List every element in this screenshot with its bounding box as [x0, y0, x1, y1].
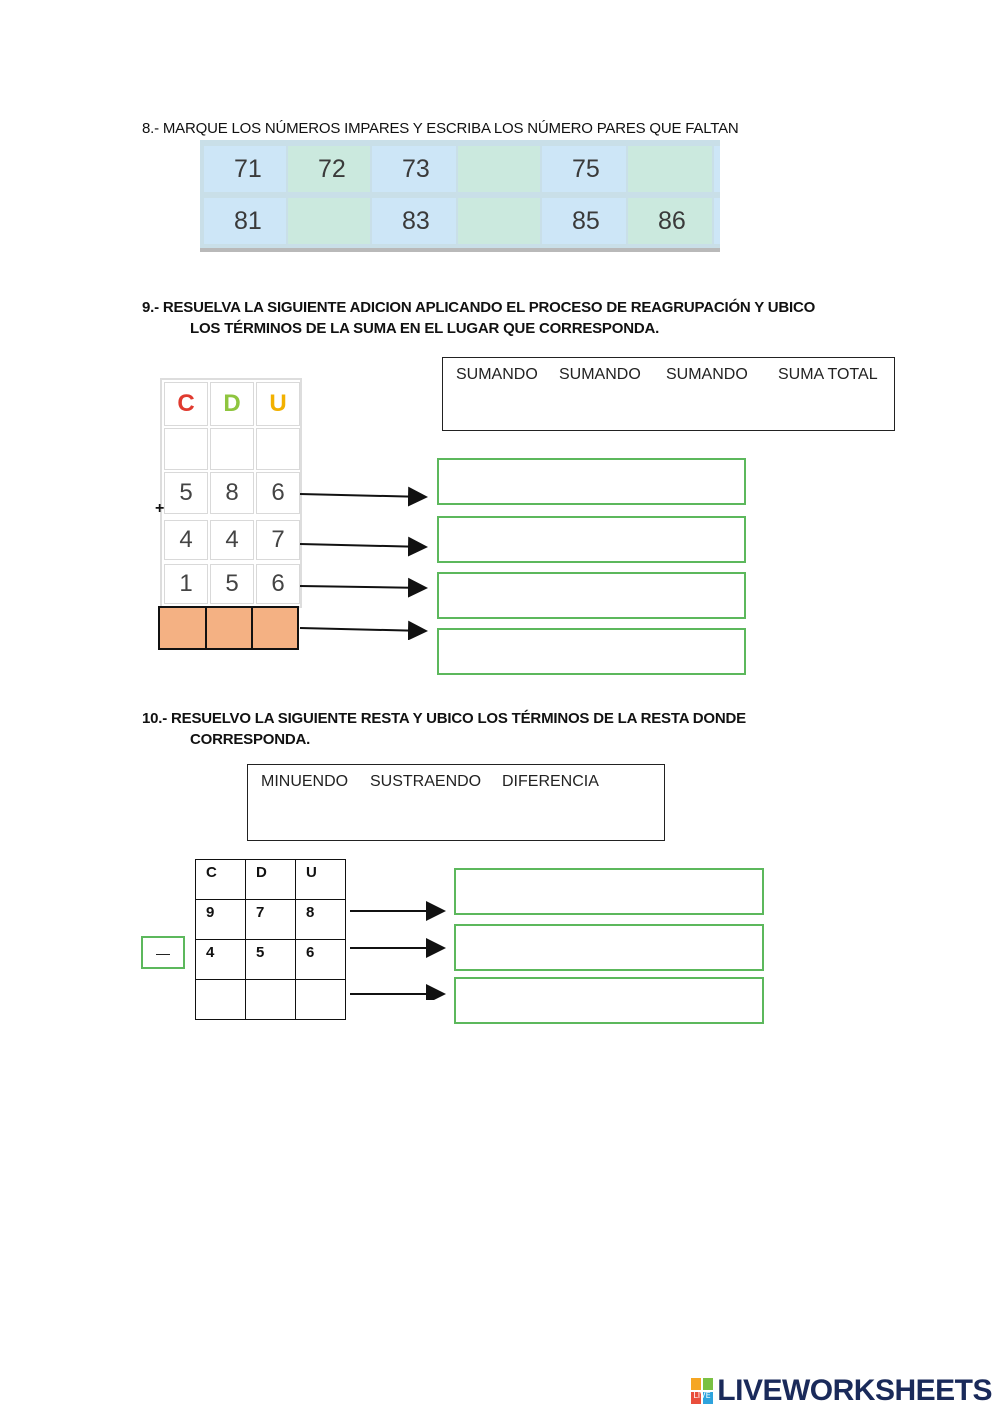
- q10-title-line2: CORRESPONDA.: [190, 731, 311, 748]
- result-cell-u[interactable]: [251, 606, 299, 650]
- q10-arrows: [346, 900, 456, 1000]
- number-cell: 81: [204, 198, 286, 244]
- arrow-1: [300, 494, 426, 497]
- header-u: U: [296, 860, 346, 900]
- label-suma-total[interactable]: SUMA TOTAL: [778, 366, 878, 383]
- difference-cell[interactable]: [196, 980, 246, 1020]
- header-d: [210, 382, 254, 426]
- q10-title-line1: 10.- RESUELVO LA SIGUIENTE RESTA Y UBICO LOS TÉRMINOS DE LA RESTA DONDE: [142, 710, 746, 727]
- label-diferencia[interactable]: DIFERENCIA: [502, 773, 599, 790]
- digit-cell: 8: [210, 472, 254, 514]
- header-c: C: [196, 860, 246, 900]
- minuend-digit: 8: [296, 900, 346, 940]
- number-cell: 85: [542, 198, 626, 244]
- q9-title-line1: 9.- RESUELVA LA SIGUIENTE ADICION APLICANDO EL PROCESO DE REAGRUPACIÓN Y UBICO: [142, 299, 816, 316]
- liveworksheets-logo: [691, 1374, 992, 1408]
- number-cell: 71: [204, 146, 286, 192]
- arrow-4: [300, 628, 426, 631]
- carry-cell[interactable]: [210, 428, 254, 470]
- number-cell: 72: [288, 146, 370, 192]
- q10-labels-box: [247, 764, 665, 841]
- result-cell-c[interactable]: [158, 606, 207, 650]
- answer-box-sumando-1[interactable]: [437, 458, 746, 505]
- number-input-cell[interactable]: [458, 198, 540, 244]
- arrow-2: [300, 544, 426, 547]
- number-cell: 75: [542, 146, 626, 192]
- minuend-digit: 9: [196, 900, 246, 940]
- q8-title: 8.- MARQUE LOS NÚMEROS IMPARES Y ESCRIBA LOS NÚMERO PARES QUE FALTAN: [142, 120, 739, 137]
- minuend-digit: 7: [246, 900, 296, 940]
- minus-sign: —: [156, 944, 170, 961]
- result-cell-d[interactable]: [205, 606, 253, 650]
- digit-cell: 7: [256, 520, 300, 560]
- header-u: [256, 382, 300, 426]
- header-u-text: U: [269, 390, 287, 417]
- header-c: [164, 382, 208, 426]
- digit-cell: 6: [256, 564, 300, 604]
- carry-cell[interactable]: [256, 428, 300, 470]
- difference-cell[interactable]: [246, 980, 296, 1020]
- addition-grid: [160, 378, 302, 608]
- digit-cell: 5: [164, 472, 208, 514]
- number-cell: 73: [372, 146, 456, 192]
- q9-arrows: [296, 480, 436, 640]
- answer-box-sumando-2[interactable]: [437, 516, 746, 563]
- table-edge: [714, 146, 720, 192]
- number-input-cell[interactable]: [628, 146, 712, 192]
- label-sustraendo[interactable]: SUSTRAENDO: [370, 773, 482, 790]
- number-cell: 86: [628, 198, 712, 244]
- logo-text: LIVEWORKSHEETS: [717, 1374, 992, 1407]
- plus-sign: +: [155, 500, 165, 517]
- digit-cell: 1: [164, 564, 208, 604]
- logo-badge-icon: [691, 1378, 713, 1404]
- subtrahend-digit: 6: [296, 940, 346, 980]
- minus-sign-box: [141, 936, 185, 969]
- label-sumando-3[interactable]: SUMANDO: [666, 366, 748, 383]
- q9-labels-box: [442, 357, 895, 431]
- subtraction-table: [195, 859, 346, 1020]
- header-c-text: C: [177, 390, 195, 417]
- digit-cell: 4: [164, 520, 208, 560]
- logo-badge-text: LIVE: [693, 1391, 711, 1400]
- digit-cell: 6: [256, 472, 300, 514]
- q9-title-line2: LOS TÉRMINOS DE LA SUMA EN EL LUGAR QUE CORRESPONDA.: [190, 320, 660, 337]
- header-d: D: [246, 860, 296, 900]
- subtrahend-digit: 4: [196, 940, 246, 980]
- answer-box-minuendo[interactable]: [454, 868, 764, 915]
- carry-cell[interactable]: [164, 428, 208, 470]
- q10-title: [142, 710, 746, 748]
- digit-cell: 4: [210, 520, 254, 560]
- arrow-3: [300, 586, 426, 588]
- number-input-cell[interactable]: [458, 146, 540, 192]
- answer-box-sustraendo[interactable]: [454, 924, 764, 971]
- subtrahend-digit: 5: [246, 940, 296, 980]
- digit-cell: 5: [210, 564, 254, 604]
- difference-cell[interactable]: [296, 980, 346, 1020]
- header-d-text: D: [223, 390, 241, 417]
- label-minuendo[interactable]: MINUENDO: [261, 773, 349, 790]
- number-cell: 83: [372, 198, 456, 244]
- table-edge: [714, 198, 720, 244]
- number-table: [200, 140, 720, 252]
- number-input-cell[interactable]: [288, 198, 370, 244]
- q9-title: [142, 299, 815, 337]
- answer-box-suma-total[interactable]: [437, 628, 746, 675]
- answer-box-sumando-3[interactable]: [437, 572, 746, 619]
- label-sumando-2[interactable]: SUMANDO: [559, 366, 641, 383]
- answer-box-diferencia[interactable]: [454, 977, 764, 1024]
- label-sumando-1[interactable]: SUMANDO: [456, 366, 538, 383]
